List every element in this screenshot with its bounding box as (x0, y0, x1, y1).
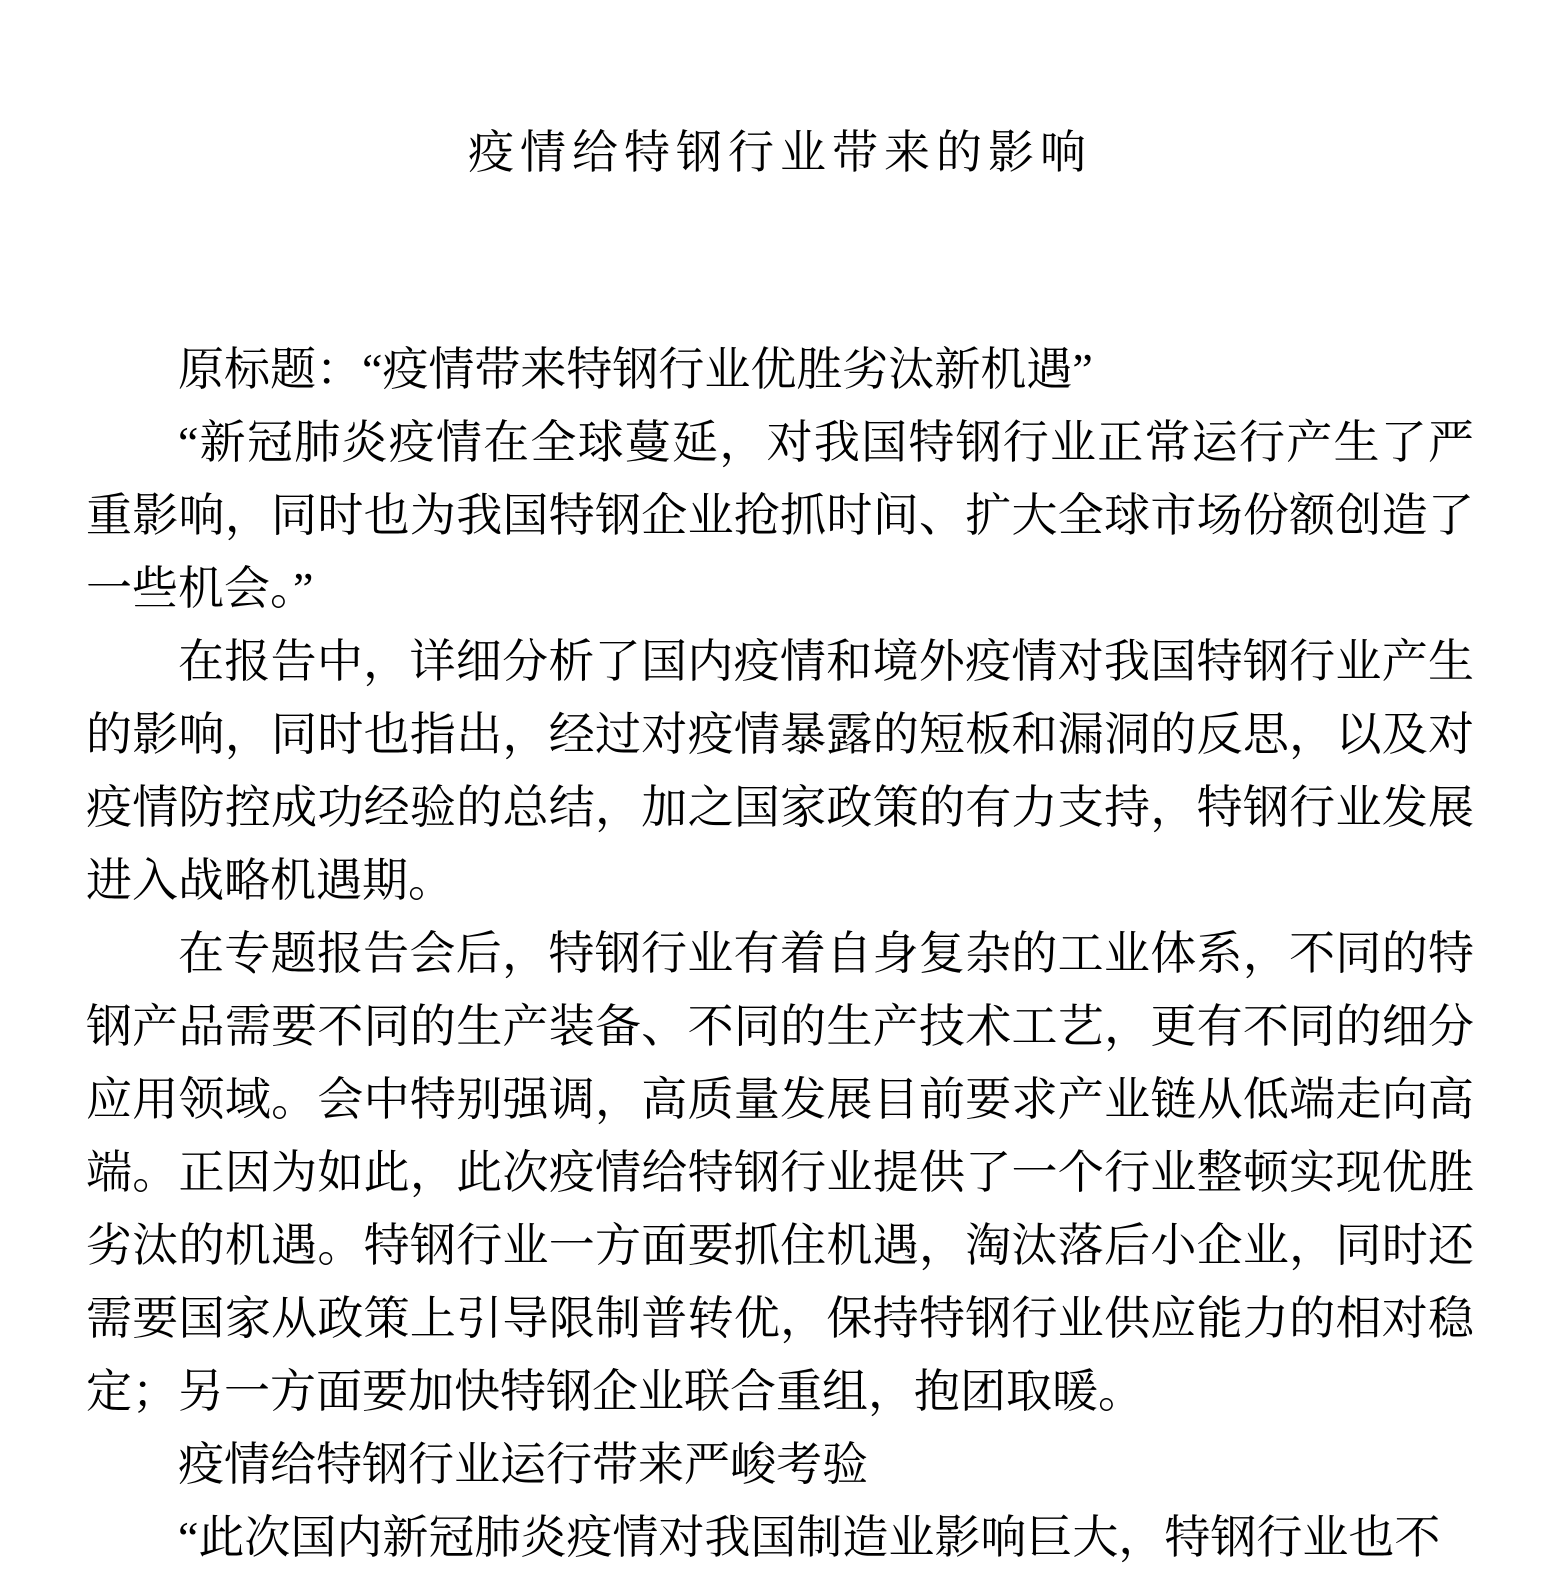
section-heading-severe-test: 疫情给特钢行业运行带来严峻考验 (178, 1439, 868, 1490)
paragraph-report-analysis: 在报告中，详细分析了国内疫情和境外疫情对我国特钢行业产生的影响，同时也指出，经过对疫情暴露的短板和漏洞的反思，以及对疫情防控成功经验的总结，加之国家政策的有力支持，特钢行业发展进入战略机遇期。 (86, 636, 1474, 906)
document-title: 疫情给特钢行业带来的影响 (468, 127, 1092, 178)
document-body (86, 333, 1474, 1574)
paragraph-manufacturing-impact: “此次国内新冠肺炎疫情对我国制造业影响巨大，特钢行业也不 (178, 1512, 1441, 1563)
paragraph-industry-system: 在专题报告会后，特钢行业有着自身复杂的工业体系，不同的特钢产品需要不同的生产装备、不同的生产技术工艺，更有不同的细分应用领域。会中特别强调，高质量发展目前要求产业链从低端走向高端。正因为如此，此次疫情给特钢行业提供了一个行业整顿实现优胜劣汰的机遇。特钢行业一方面要抓住机遇，淘汰落后小企业，同时还需要国家从政策上引导限制普转优，保持特钢行业供应能力的相对稳定；另一方面要加快特钢企业联合重组，抱团取暖。 (86, 928, 1474, 1417)
paragraph-quote-intro: “新冠肺炎疫情在全球蔓延，对我国特钢行业正常运行产生了严重影响，同时也为我国特钢企业抢抓时间、扩大全球市场份额创造了一些机会。” (86, 417, 1474, 614)
paragraph-original-title: 原标题：“疫情带来特钢行业优胜劣汰新机遇” (178, 344, 1093, 395)
